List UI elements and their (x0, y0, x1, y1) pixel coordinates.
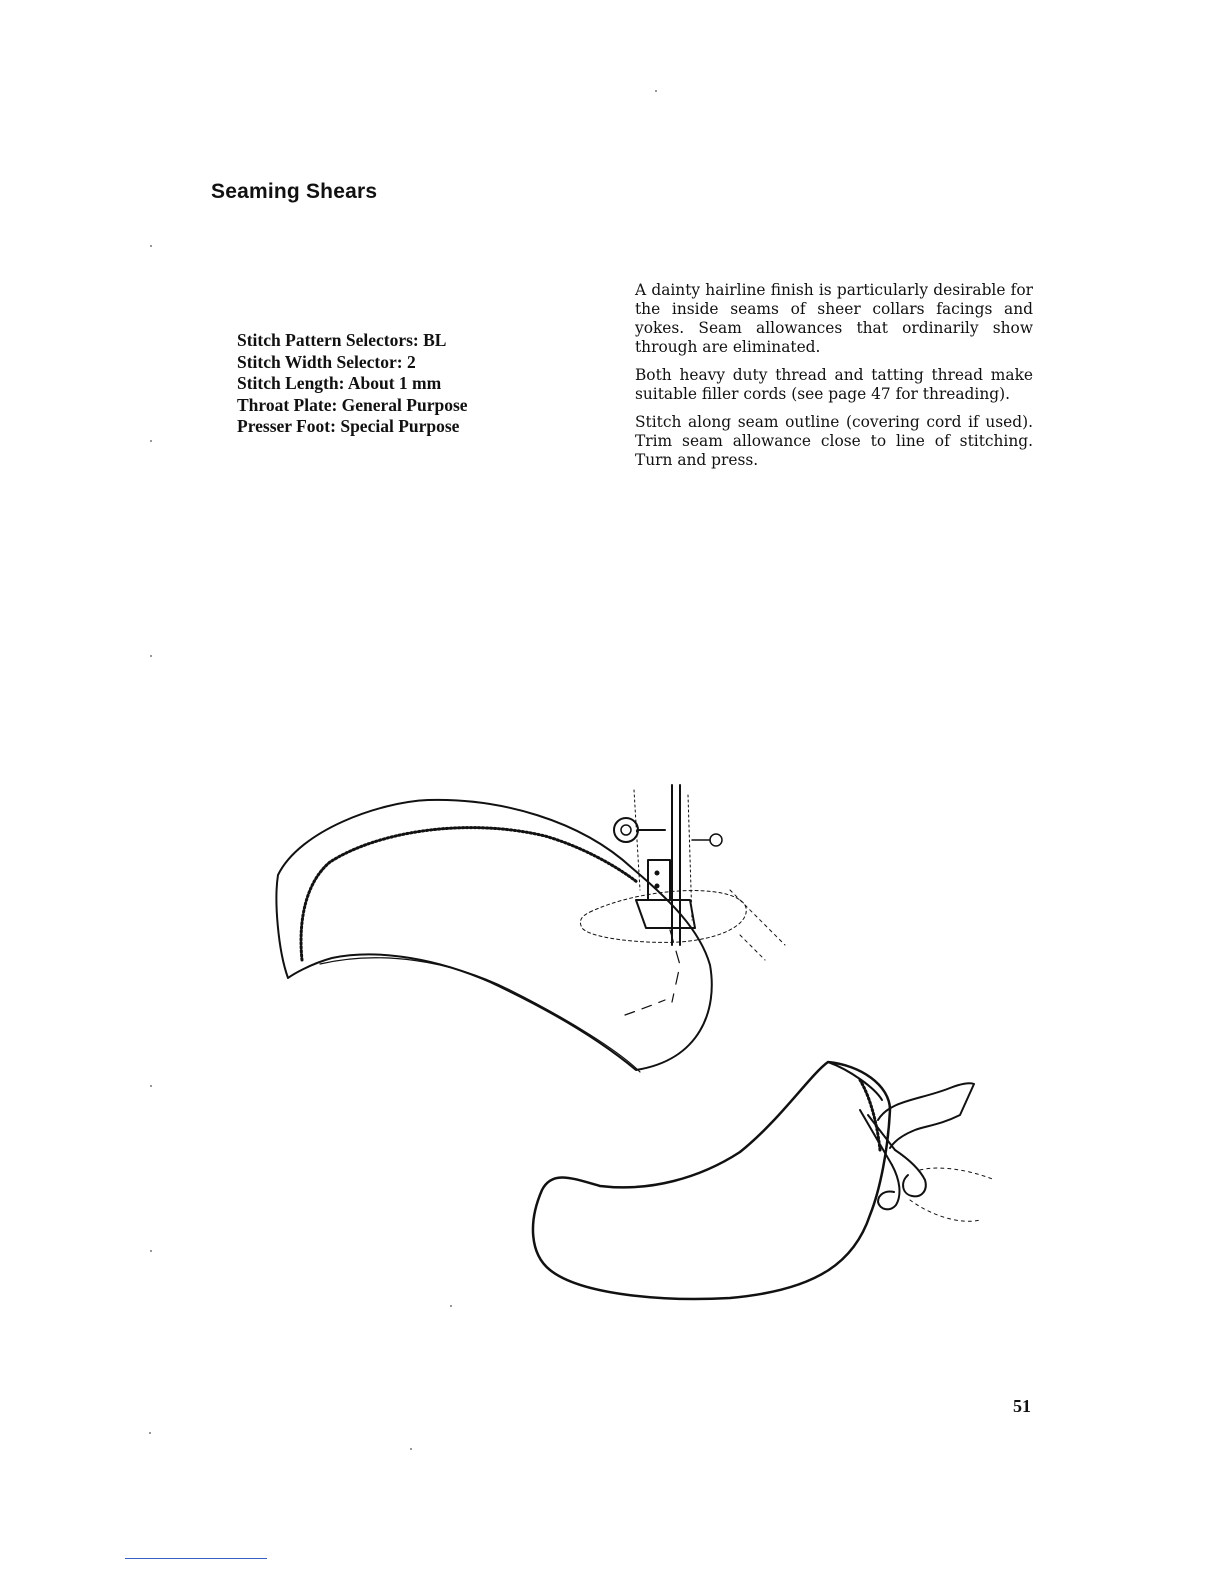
setting-throat-plate: Throat Plate: General Purpose (237, 394, 468, 415)
paragraph-steps: Stitch along seam outline (covering cord if used). Trim seam allowance close to line of stitching. Turn and press. (635, 413, 1033, 469)
lower-collar-piece (533, 1062, 890, 1299)
scan-speck (150, 440, 152, 442)
scan-speck (149, 1432, 151, 1434)
footer-rule (125, 1558, 267, 1559)
machine-settings-list (237, 330, 468, 438)
upper-collar-piece (276, 800, 711, 1072)
instructions-text (635, 281, 1033, 479)
scan-speck (150, 1250, 152, 1252)
paragraph-filler-cords: Both heavy duty thread and tatting thread make suitable filler cords (see page 47 for threading). (635, 366, 1033, 403)
setting-presser-foot: Presser Foot: Special Purpose (237, 416, 460, 436)
page-number: 51 (1013, 1396, 1031, 1416)
scan-speck (450, 1305, 452, 1307)
setting-stitch-length: Stitch Length: About 1 mm (237, 373, 442, 393)
collar-illustration (260, 770, 1020, 1330)
trimmed-strip (878, 1083, 974, 1148)
setting-stitch-width: Stitch Width Selector: 2 (237, 351, 416, 372)
scan-speck (410, 1448, 412, 1450)
scan-speck (150, 245, 152, 247)
page-title: Seaming Shears (211, 180, 378, 203)
scan-speck (150, 655, 152, 657)
presser-foot-area (580, 785, 785, 960)
scan-speck (150, 1085, 152, 1087)
setting-stitch-pattern: Stitch Pattern Selectors: BL (237, 330, 447, 350)
scan-speck (655, 90, 657, 92)
paragraph-intro: A dainty hairline finish is particularly desirable for the inside seams of sheer collars facings and yokes. Seam allowances that ordinarily show through are eliminated. (635, 281, 1033, 356)
